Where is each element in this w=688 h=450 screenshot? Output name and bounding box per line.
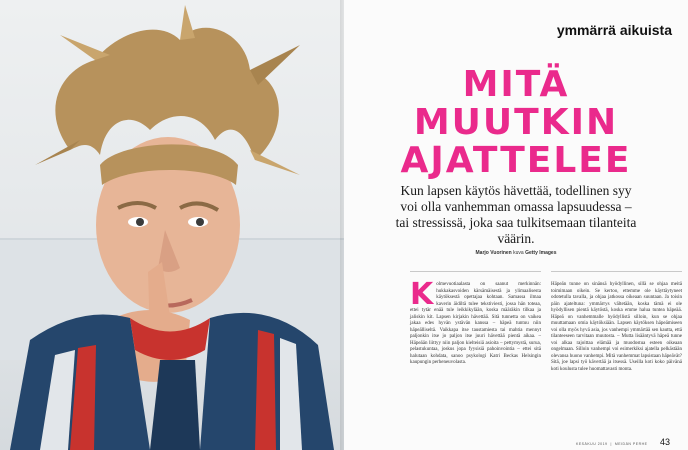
article-page bbox=[344, 0, 688, 450]
byline bbox=[344, 250, 688, 256]
lead-paragraph: Kun lapsen käytös hävettää, todellinen syy voi olla vanhemman omassa lapsuudessa – tai stressissä, joka saa tulkitsemaan tilanteita väärin. bbox=[395, 183, 637, 246]
column-rule-right bbox=[551, 271, 682, 272]
drop-cap: K bbox=[410, 277, 434, 312]
body-column-2 bbox=[551, 282, 682, 373]
headline-line-2: MUUTKIN bbox=[413, 102, 619, 143]
jacket bbox=[10, 313, 334, 450]
footer-issue-date: KESÄKUU 2019 bbox=[576, 442, 608, 446]
byline-author: Marjo Vuorinen bbox=[475, 250, 512, 256]
body-column-1 bbox=[410, 277, 541, 367]
byline-photo-credit: Getty Images bbox=[525, 250, 557, 256]
headline-line-1: MITÄ bbox=[462, 64, 570, 105]
footer-issue: KESÄKUU 2019 | MEIDÄN PERHE bbox=[576, 442, 648, 446]
footer-magazine: MEIDÄN PERHE bbox=[614, 442, 648, 446]
section-label: ymmärrä aikuista bbox=[556, 22, 672, 38]
page-number: 43 bbox=[659, 437, 670, 447]
column-rule-left bbox=[410, 271, 541, 272]
body-text-column-1: olmevuotiaalasta on saanut merkinnän: hukkakasvoiden kärsämäisestä ja ylimaalisesta käytöksestä opettajaa kohtaan. Samassa ilmaa kaverin äidiltä tulee tekstiviesti, jossa hän toteaa, ettei tytär enää tule leikkikylään, koska määräkin tilkaa ja jaliskin kit. Lapsen kirjakin hävettää. Sitä tunnetta on vaikea jakaa edes hyvän ystävän kanssa – häpeä tuntuu niin häpeälliseltä. Vaikkapa itse taustamiesta tai mahtia mennyt paljonkin itse jo paljon itse juuri hävettää pientä aikaa. – Häpeään liittyy niin paljon kielteisiä asioita – pettymystä, surua, pelastukuntaa, joskus jopa fyysisiä pahoinvointia – ettei sitä halutaan kohdata, sanoo psykologi Katri Beckas Helsingin kaupungin perheneuvolasta. bbox=[410, 282, 541, 365]
headline-line-3: AJATTELEE bbox=[400, 140, 632, 181]
body-text-column-2: Häpeän tunne on sinänsä hyödyllinen, sillä se ohjaa meitä toimimaan oikein. Se kertoo, ettemme ole käyttäytyneet odotetulla tavalla, ja ohjaa jatkossa oikeaan suuntaan. Ja toisin päin ajateltuna: ymmärrys vältetään, koska tämä ei ole hyödyllisen pientä käytöstä, koska emme halua tuntea häpeää. Häpeä on vanhemmalle hyödyllistä silloin, kun se ohjaa muuttamaan omia käytöksiään. Lapsen käytöksen häpeämiseen voi olla myös hyvä asia, jos vanhempi ymmärtää sen kautta, että tilanteeseen tarvitaan muutosta. – Mutta lisääntyvä häpeä tunne voi alkaa rajoittaa elämää ja muodostua esteen oikeaan ongelmaan. Silloin vanhempi voi esimerkiksi ajatella pelkästään olevansa huono vanhempi. Mitä vanhemmat lapsistaan häpeävät? Sitä, joe lapsi työ kävertää ja itsessä. Useilla koti koko päivänä koti koulusta tulee huomattavasti monta. bbox=[551, 282, 682, 372]
byline-kuva: kuva bbox=[513, 250, 524, 256]
face bbox=[96, 137, 240, 313]
